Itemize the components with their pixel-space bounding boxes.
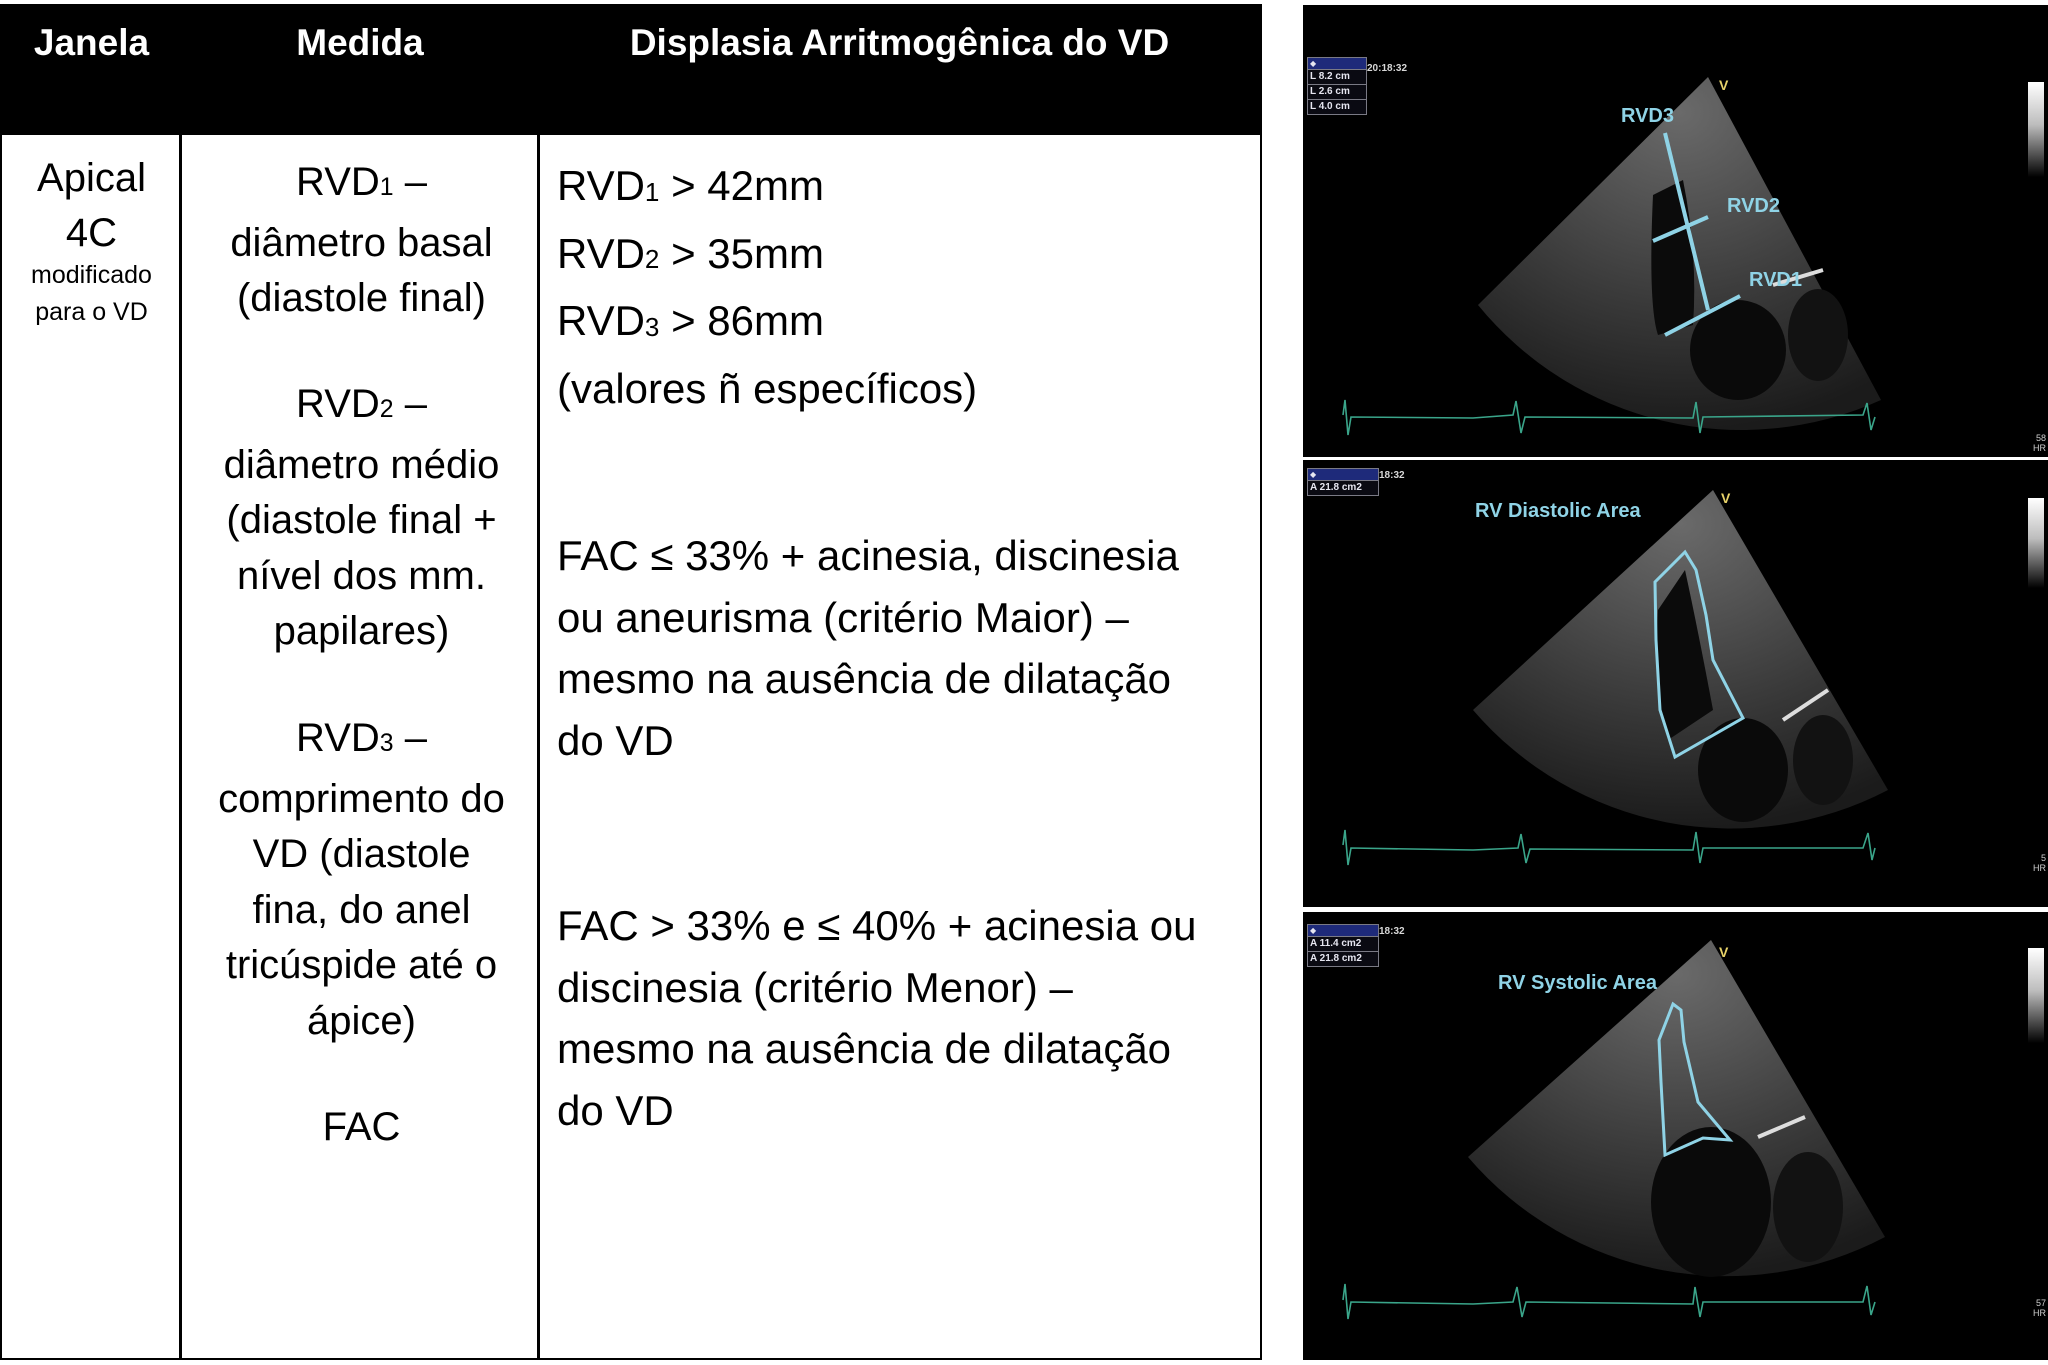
cell-medida [184,135,539,1358]
measurement-box [1307,924,1379,967]
fac-major-line: mesmo na ausência de dilatação [557,655,1172,702]
grayscale-bar [2028,498,2044,588]
v-marker: V [1719,944,1729,960]
label-rvd3: RVD3 [1621,105,1674,127]
measurement-box-header: ◆ [1308,469,1378,481]
echo-panel-systolic [1303,912,2048,1360]
fac-major-line: ou aneurisma (critério Maior) – [557,593,1129,641]
echo-image-systolic [1303,912,2048,1360]
fac-major-line: FAC ≤ 33% + acinesia, discinesia [557,532,1179,579]
fac-minor-line: mesmo na ausência de dilatação [557,1025,1172,1072]
rvd3-title: $RVD_3$ – [296,716,427,760]
cell-janela [2,135,181,1358]
janela-line4: para o VD [35,298,148,326]
measurement-value: A 21.8 cm2 [1310,482,1362,493]
echo-image-4c [1303,5,2048,457]
criteria-fac-major [557,525,1257,771]
janela-line3: modificado [31,261,152,289]
header-janela: Janela [33,22,150,63]
rvd2-desc-4: papilares) [273,609,450,653]
heart-rate: 58 HR [2033,433,2046,453]
measurement-value: A 21.8 cm2 [1310,953,1362,964]
criteria-rvd2: $RVD_2 > 35mm$ [557,229,824,277]
measurement-box-header: ◆ [1308,58,1366,70]
echo-panel-diastolic [1303,460,2048,907]
medida-fac: FAC [322,1105,401,1149]
rvd3-desc-5: ápice) [307,998,416,1043]
medida-rvd2 [184,377,539,660]
measurement-box [1307,468,1379,496]
heart-rate: 57 HR [2033,1298,2046,1318]
timestamp: 18:32 [1379,926,1405,937]
rvd2-desc-1: diâmetro médio [223,442,500,487]
panel-title: RV Systolic Area [1498,972,1657,994]
measurement-box-header: ◆ [1308,925,1378,937]
label-rvd1: RVD1 [1749,269,1802,291]
criteria-rvd [557,155,1257,419]
rvd2-title: $RVD_2$ – [296,382,427,426]
timestamp: 20:18:32 [1367,63,1408,74]
rvd3-desc-3: fina, do anel [252,887,471,932]
grayscale-bar [2028,82,2044,177]
janela-line2: 4C [65,211,118,255]
measurement-value: L 2.6 cm [1308,85,1366,100]
rvd3-desc-2: VD (diastole [252,832,471,876]
medida-rvd3 [184,711,539,1049]
fac-minor-line: FAC > 33% e ≤ 40% + acinesia ou [557,902,1197,949]
measurement-box [1307,57,1367,115]
timestamp: 18:32 [1379,470,1405,481]
v-marker: V [1719,77,1729,93]
criteria-fac-minor [557,895,1257,1141]
v-marker: V [1721,490,1731,506]
rvd3-desc-1: comprimento do [218,776,505,821]
header-displasia: Displasia Arritmogênica do VD [629,22,1170,63]
janela-line1: Apical [37,156,146,200]
rvd1-desc-1: diâmetro basal [230,220,493,265]
label-rvd2: RVD2 [1727,195,1780,217]
criteria-rvd1: $RVD_1 > 42mm$ [557,162,824,209]
fac-minor-line: do VD [557,1086,674,1134]
table-header [2,6,1260,135]
medida-rvd1 [184,155,539,327]
measurement-value: A 11.4 cm2 [1308,937,1378,952]
echo-image-diastolic [1303,460,2048,907]
measurement-value: L 4.0 cm [1310,101,1350,112]
cell-criteria [557,135,1257,1358]
rvd1-desc-2: (diastole final) [236,276,486,320]
echo-panel-rvd [1303,5,2048,457]
criteria-table [0,4,1262,1360]
rvd2-desc-2: (diastole final + [226,498,497,542]
measurement-value: L 8.2 cm [1308,70,1366,85]
rvd3-desc-4: tricúspide até o [225,943,498,987]
heart-rate: 5 HR [2033,853,2046,873]
rvd2-desc-3: nível dos mm. [237,553,486,598]
fac-major-line: do VD [557,716,674,764]
criteria-rvd-note: (valores ñ específicos) [557,364,978,412]
header-medida: Medida [296,22,424,63]
rvd1-title: $RVD_1$ – [296,160,427,204]
criteria-rvd3: $RVD_3 > 86mm$ [557,297,824,344]
panel-title: RV Diastolic Area [1475,500,1641,522]
fac-minor-line: discinesia (critério Menor) – [557,963,1073,1011]
grayscale-bar [2028,948,2044,1043]
